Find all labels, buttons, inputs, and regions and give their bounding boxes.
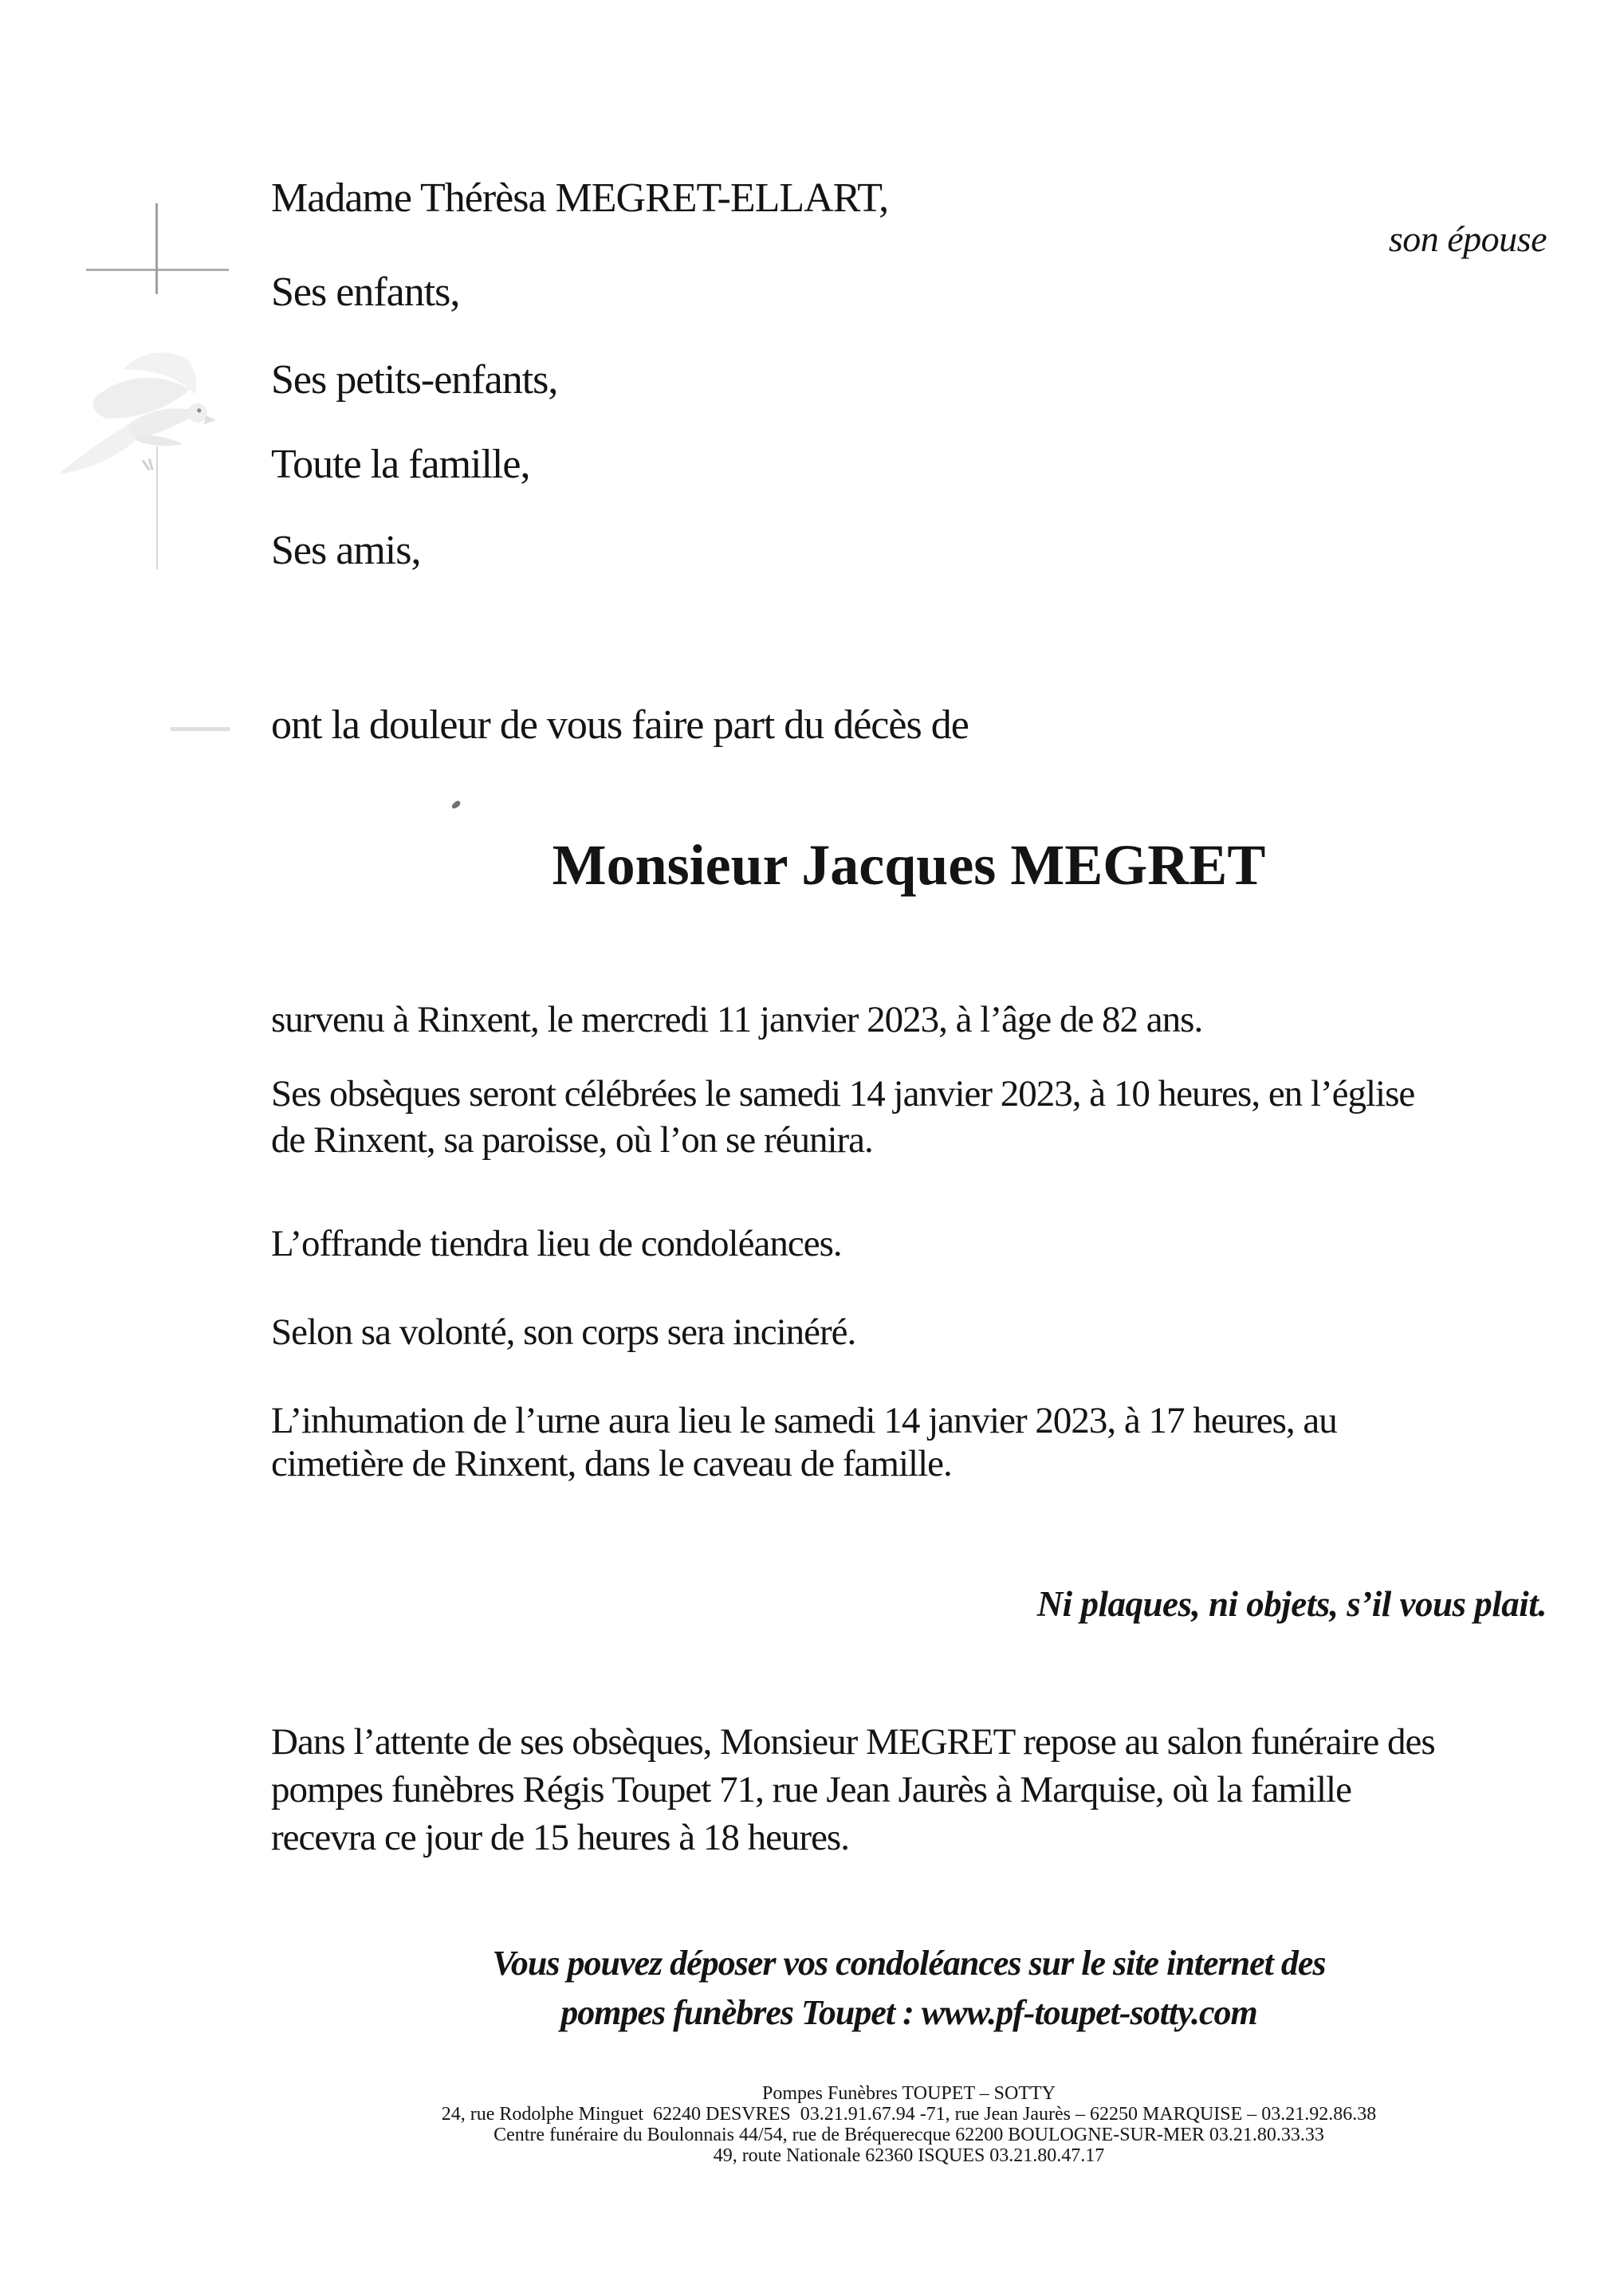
- registration-cross-icon: [86, 269, 229, 271]
- no-plaques-request-note: Ni plaques, ni objets, s’il vous plait.: [1036, 1584, 1547, 1624]
- scan-artifact-dash: [170, 727, 230, 731]
- funeral-details-line: de Rinxent, sa paroisse, où l’on se réunira.: [271, 1119, 873, 1161]
- urn-burial-line: cimetière de Rinxent, dans le caveau de famille.: [271, 1443, 952, 1484]
- relative-line-family: Toute la famille,: [271, 442, 530, 487]
- registration-cross-icon: [155, 203, 158, 294]
- repose-line: recevra ce jour de 15 heures à 18 heures.: [271, 1817, 849, 1858]
- relative-line-children: Ses enfants,: [271, 269, 460, 315]
- urn-burial-line: L’inhumation de l’urne aura lieu le samedi 14 janvier 2023, à 17 heures, au: [271, 1400, 1337, 1441]
- death-details-line: survenu à Rinxent, le mercredi 11 janvier 2023, à l’âge de 82 ans.: [271, 999, 1203, 1040]
- scan-artifact-speck: [450, 800, 462, 810]
- relative-line-grandchildren: Ses petits-enfants,: [271, 357, 558, 403]
- deceased-name-title: Monsieur Jacques MEGRET: [552, 833, 1266, 897]
- funeral-details-line: Ses obsèques seront célébrées le samedi 14 janvier 2023, à 10 heures, en l’église: [271, 1073, 1415, 1115]
- funeral-home-name: Pompes Funèbres TOUPET – SOTTY: [761, 2083, 1056, 2104]
- funeral-home-address: 49, route Nationale 62360 ISQUES 03.21.80.47.17: [713, 2145, 1105, 2166]
- dove-icon: [46, 333, 215, 502]
- cremation-line: Selon sa volonté, son corps sera incinéré.: [271, 1311, 856, 1353]
- offering-line: L’offrande tiendra lieu de condoléances.: [271, 1223, 842, 1264]
- funeral-home-address: Centre funéraire du Boulonnais 44/54, rue de Bréquerecque 62200 BOULOGNE-SUR-MER 03.21.80.33.33: [493, 2125, 1324, 2145]
- funeral-home-address: 24, rue Rodolphe Minguet 62240 DESVRES 03.21.91.67.94 -71, rue Jean Jaurès – 62250 MARQUISE – 03.21.92.86.38: [441, 2104, 1377, 2125]
- online-condolences-line: Vous pouvez déposer vos condoléances sur le site internet des: [492, 1944, 1326, 1983]
- repose-line: pompes funèbres Régis Toupet 71, rue Jean Jaurès à Marquise, où la famille: [271, 1769, 1351, 1810]
- online-condolences-line: pompes funèbres Toupet : www.pf-toupet-sotty.com: [560, 1993, 1257, 2032]
- announcement-line: ont la douleur de vous faire part du décès de: [271, 702, 969, 748]
- relation-note: son épouse: [1388, 218, 1547, 259]
- widow-name-line: Madame Thérèsa MEGRET-ELLART,: [271, 175, 889, 221]
- repose-line: Dans l’attente de ses obsèques, Monsieur MEGRET repose au salon funéraire des: [271, 1721, 1435, 1763]
- relative-line-friends: Ses amis,: [271, 528, 421, 573]
